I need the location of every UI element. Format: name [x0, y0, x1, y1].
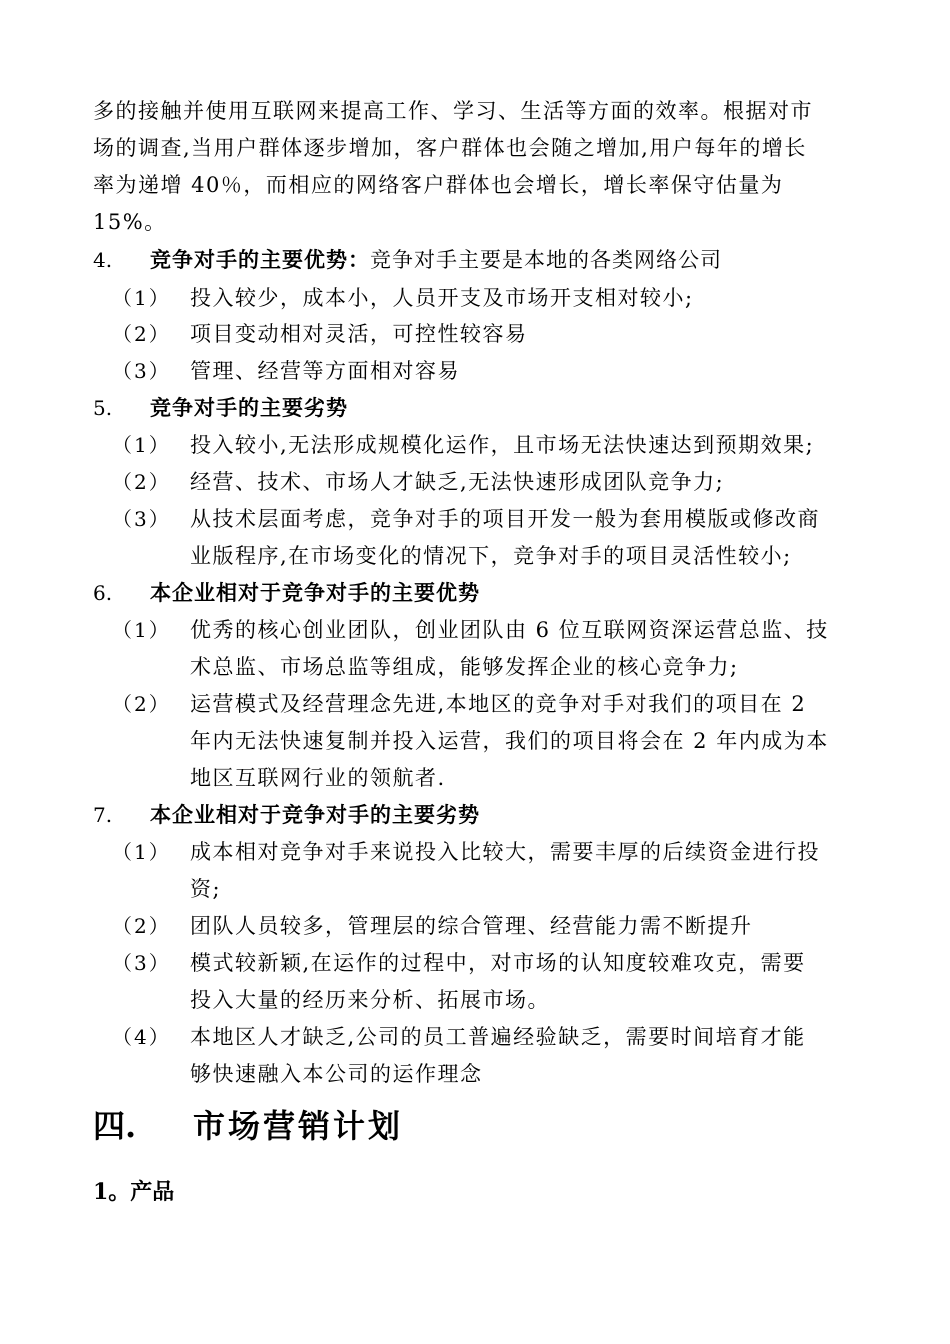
section-heading: 本企业相对于竞争对手的主要劣势: [150, 802, 480, 827]
section-number: 6.: [93, 581, 113, 605]
section-heading-title: 竞争对手的主要优势：: [150, 247, 370, 272]
list-item-number: （2）: [112, 322, 171, 346]
chapter-title: 市场营销计划: [193, 1107, 404, 1145]
list-item-number: （2）: [112, 470, 171, 494]
list-item-text: 成本相对竞争对手来说投入比较大，需要丰厚的后续资金进行投: [190, 840, 820, 864]
list-item-text: 模式较新颖,在运作的过程中，对市场的认知度较难攻克，需要: [190, 951, 806, 975]
chapter-number: 四.: [93, 1107, 137, 1145]
list-item-text: 项目变动相对灵活，可控性较容易: [190, 322, 528, 346]
section-number: 7.: [93, 803, 113, 827]
list-item-text: 优秀的核心创业团队，创业团队由 6 位互联网资深运营总监、技: [190, 618, 829, 642]
intro-line: 15%。: [93, 210, 167, 234]
list-item-text: 本地区人才缺乏,公司的员工普遍经验缺乏，需要时间培育才能: [190, 1025, 806, 1049]
list-item-text: 业版程序,在市场变化的情况下，竞争对手的项目灵活性较小;: [190, 544, 792, 568]
list-item-text: 资;: [190, 877, 222, 901]
list-item-number: （3）: [112, 359, 171, 383]
list-item-text: 管理、经营等方面相对容易: [190, 359, 460, 383]
intro-line: 多的接触并使用互联网来提高工作、学习、生活等方面的效率。根据对市: [93, 99, 813, 123]
intro-line: 率为递增 40％，而相应的网络客户群体也会增长，增长率保守估量为: [93, 173, 784, 197]
list-item-number: （3）: [112, 951, 171, 975]
list-item-text: 够快速融入本公司的运作理念: [190, 1062, 483, 1086]
list-item-number: （1）: [112, 286, 171, 310]
section-heading: 竞争对手的主要劣势: [150, 395, 348, 420]
list-item-text: 术总监、市场总监等组成，能够发挥企业的核心竞争力;: [190, 655, 739, 679]
list-item-text: 经营、技术、市场人才缺乏,无法快速形成团队竞争力;: [190, 470, 725, 494]
subsection-title: 1。产品: [93, 1179, 175, 1205]
list-item-number: （2）: [112, 692, 171, 716]
list-item-text: 运营模式及经营理念先进,本地区的竞争对手对我们的项目在 2: [190, 692, 807, 716]
list-item-number: （4）: [112, 1025, 171, 1049]
list-item-number: （2）: [112, 914, 171, 938]
list-item-text: 团队人员较多，管理层的综合管理、经营能力需不断提升: [190, 914, 753, 938]
list-item-number: （3）: [112, 507, 171, 531]
section-heading: [150, 245, 722, 275]
section-heading-rest: 竞争对手主要是本地的各类网络公司: [370, 248, 722, 272]
list-item-number: （1）: [112, 618, 171, 642]
section-number: 4.: [93, 248, 113, 272]
list-item-text: 投入大量的经历来分析、拓展市场。: [190, 988, 550, 1012]
section-heading: 本企业相对于竞争对手的主要优势: [150, 580, 480, 605]
list-item-text: 从技术层面考虑，竞争对手的项目开发一般为套用模版或修改商: [190, 507, 820, 531]
list-item-number: （1）: [112, 433, 171, 457]
intro-line: 场的调查,当用户群体逐步增加，客户群体也会随之增加,用户每年的增长: [93, 136, 807, 160]
list-item-text: 投入较少，成本小，人员开支及市场开支相对较小;: [190, 286, 694, 310]
list-item-number: （1）: [112, 840, 171, 864]
list-item-text: 年内无法快速复制并投入运营，我们的项目将会在 2 年内成为本: [190, 729, 829, 753]
list-item-text: 投入较小,无法形成规模化运作，且市场无法快速达到预期效果;: [190, 433, 815, 457]
list-item-text: 地区互联网行业的领航者.: [190, 766, 446, 790]
section-number: 5.: [93, 396, 113, 420]
